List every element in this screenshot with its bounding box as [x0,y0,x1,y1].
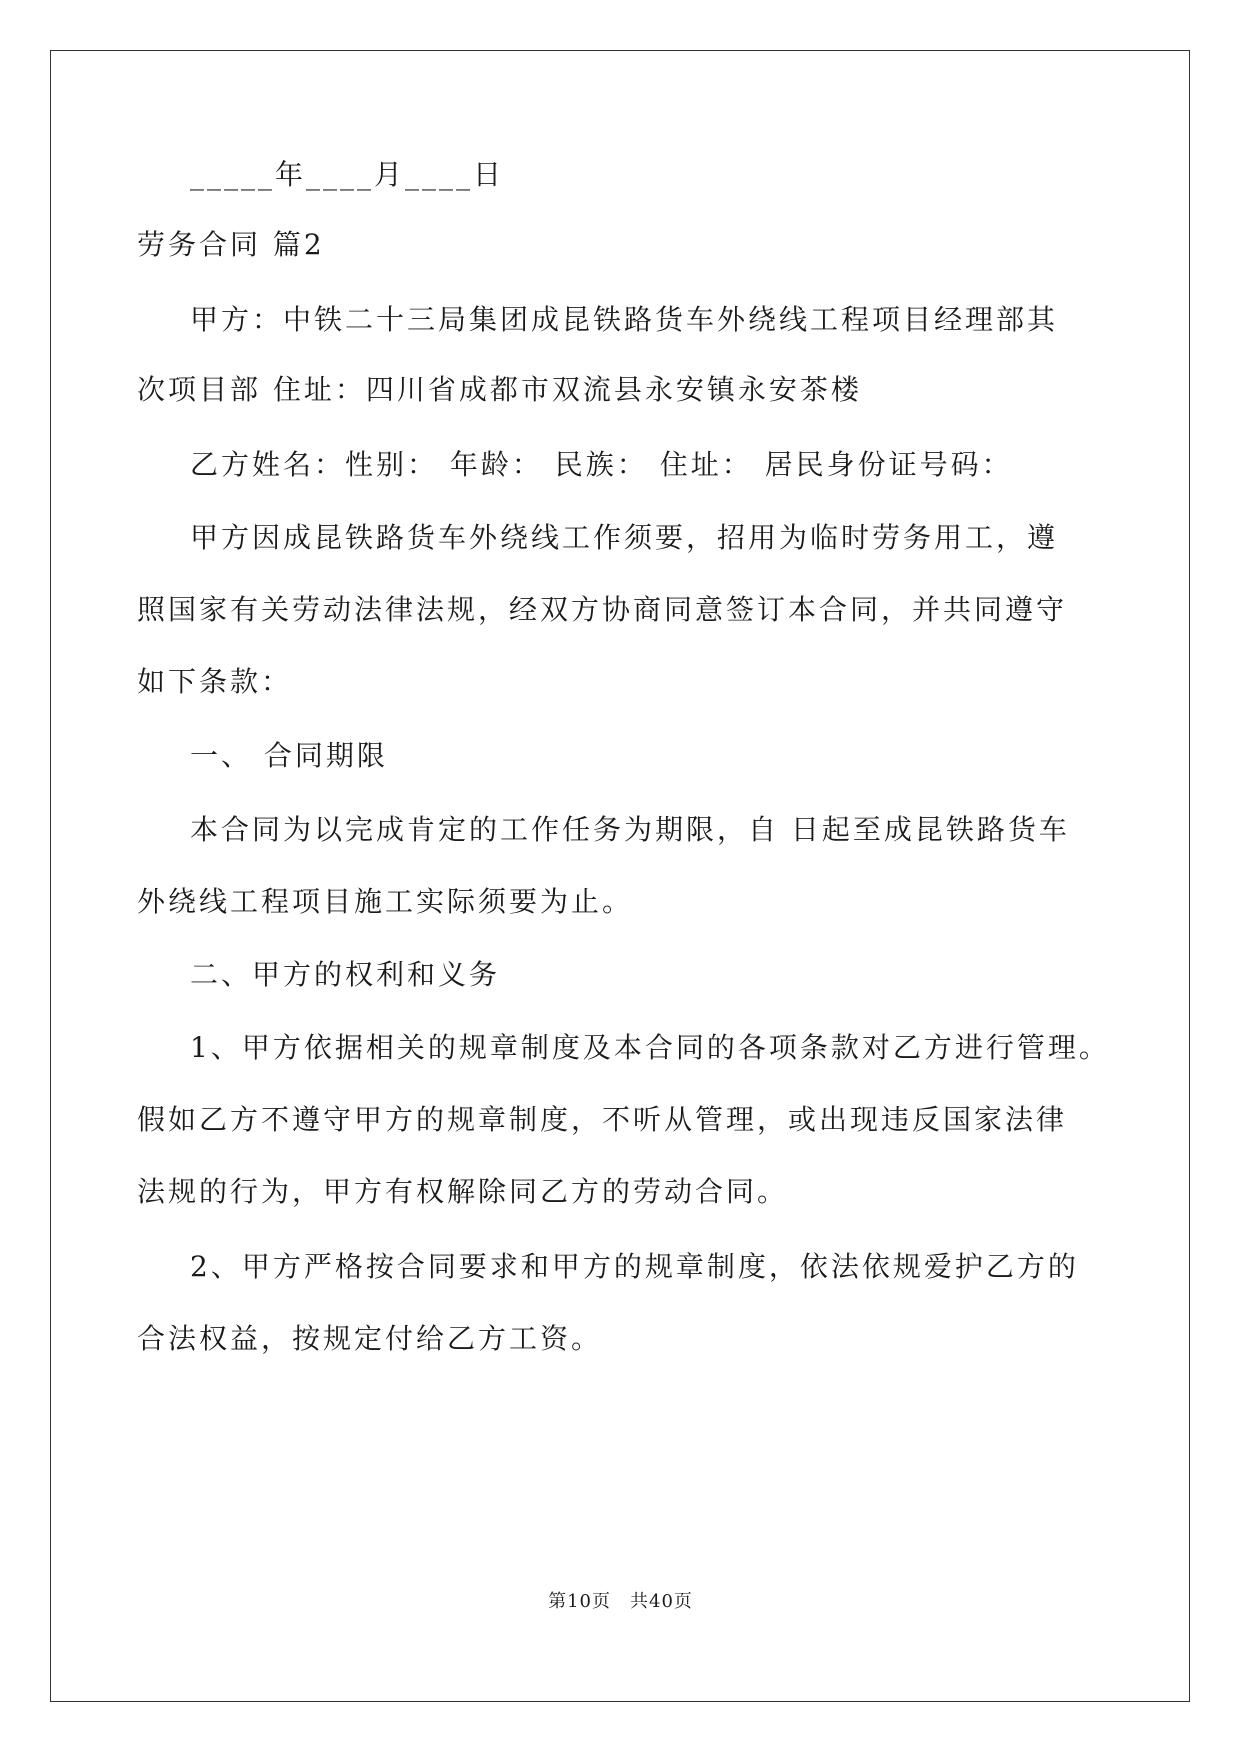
clause-heading: 二、甲方的权利和义务 [190,958,501,991]
page-border [50,50,1190,1702]
paragraph-line: 法规的行为，甲方有权解除同乙方的劳动合同。 [137,1175,789,1208]
paragraph-line: 2、甲方严格按合同要求和甲方的规章制度，依法依规爱护乙方的 [190,1250,1079,1283]
paragraph-line: 合法权益，按规定付给乙方工资。 [137,1322,603,1355]
paragraph-line: 外绕线工程项目施工实际须要为止。 [137,885,634,918]
party-a-address-line: 次项目部 住址：四川省成都市双流县永安镇永安茶楼 [137,373,862,406]
date-line: _____年____月____日 [190,158,505,191]
clause-heading: 一、 合同期限 [190,739,388,772]
page-footer: 第10页 共40页 [548,1591,693,1612]
paragraph-line: 1、甲方依据相关的规章制度及本合同的各项条款对乙方进行管理。 [190,1031,1110,1064]
paragraph-line: 如下条款： [137,665,293,698]
paragraph-line: 照国家有关劳动法律法规，经双方协商同意签订本合同，并共同遵守 [137,593,1068,626]
paragraph-line: 假如乙方不遵守甲方的规章制度，不听从管理，或出现违反国家法律 [137,1103,1068,1136]
party-b-info-line: 乙方姓名：性别： 年龄： 民族： 住址： 居民身份证号码： [190,448,1013,481]
section-title: 劳务合同 篇2 [137,228,325,261]
party-a-line: 甲方：中铁二十三局集团成昆铁路货车外绕线工程项目经理部其 [190,303,1059,336]
paragraph-line: 甲方因成昆铁路货车外绕线工作须要，招用为临时劳务用工，遵 [190,521,1059,554]
paragraph-line: 本合同为以完成肯定的工作任务为期限，自 日起至成昆铁路货车 [190,813,1070,846]
